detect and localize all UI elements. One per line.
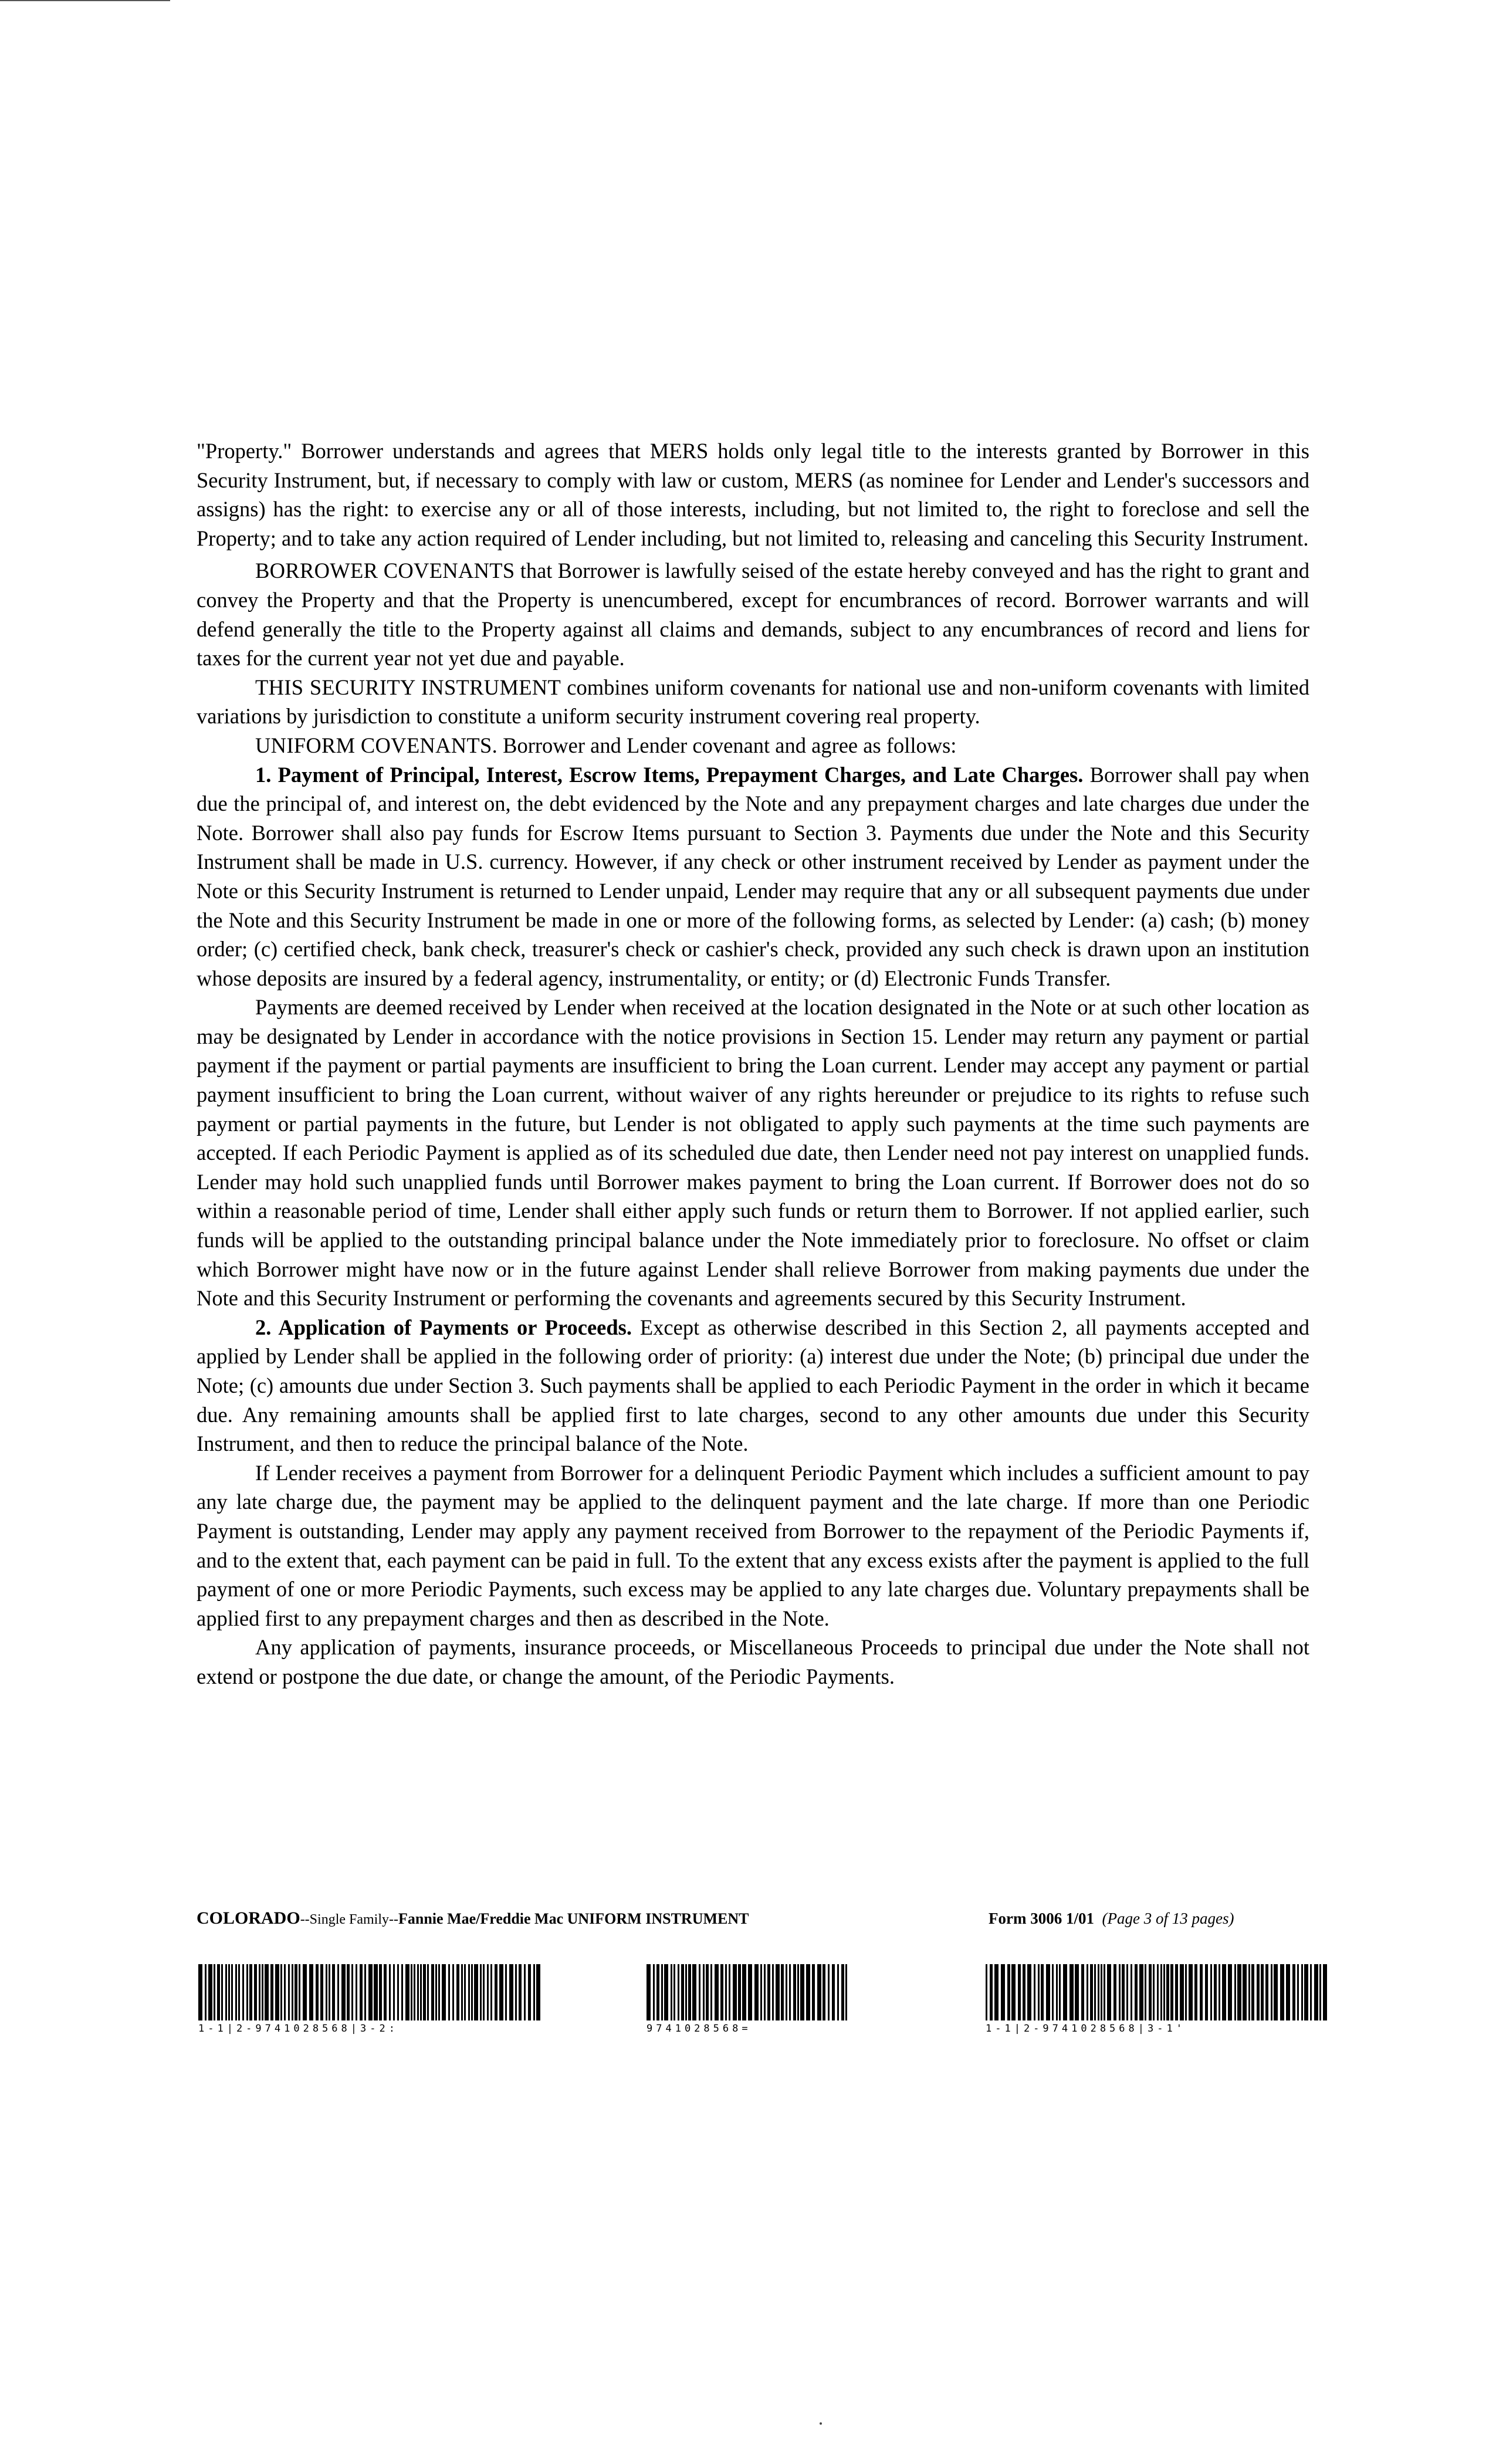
barcode-right bbox=[986, 1964, 1329, 2040]
barcode-bar bbox=[326, 1964, 327, 2020]
barcode-bar bbox=[1310, 1964, 1312, 2020]
delinquent-payment-paragraph: If Lender receives a payment from Borrower for a delinquent Periodic Payment which includes a sufficient amount to pay any late charge due, the payment may be applied to the delinquent payment and the late charge. If more than one Periodic Payment is outstanding, Lender may apply any payment received from Borrower to the repayment of the Periodic Payments if, and to the extent that, each payment can be paid in full. To the extent that any excess exists after the payment is applied to the full payment of one or more Periodic Payments, such excess may be applied to any late charges due. Voluntary prepayments shall be applied first to any prepayment charges and then as described in the Note. bbox=[197, 1460, 1309, 1630]
barcode-bar bbox=[423, 1964, 426, 2020]
barcode-bar bbox=[265, 1964, 269, 2020]
barcode-bar bbox=[490, 1964, 492, 2020]
barcode-bar bbox=[754, 1964, 759, 2020]
barcode-bar bbox=[309, 1964, 313, 2020]
section-2-paragraph bbox=[197, 1313, 1309, 1458]
barcode-bar bbox=[733, 1964, 737, 2020]
property-paragraph: "Property." Borrower understands and agrees that MERS holds only legal title to the interests granted by Borrower in this Security Instrument, but, if necessary to comply with law or custom, MERS (as nominee for Lender and Lender's successors and assigns) has the right: to exercise any or all of those interests, including, but not limited to, the right to foreclose and sell the Property; and to take any action required of Lender including, but not limited to, releasing and canceling this Security Instrument. bbox=[197, 439, 1309, 550]
barcode-bar bbox=[1011, 1964, 1016, 2020]
barcode-bar bbox=[781, 1964, 784, 2020]
barcode-bar bbox=[468, 1964, 470, 2020]
barcode-bar bbox=[1149, 1964, 1152, 2020]
barcode-bar bbox=[228, 1964, 230, 2020]
barcode-bar bbox=[452, 1964, 454, 2020]
borrower-covenants-heading: BORROWER COVENANTS bbox=[255, 559, 515, 583]
barcode-bar bbox=[292, 1964, 293, 2020]
uniform-covenants-heading: UNIFORM COVENANTS. bbox=[255, 733, 498, 757]
uniform-covenants-paragraph bbox=[197, 731, 1309, 760]
barcode-bar bbox=[427, 1964, 429, 2020]
barcode-bar bbox=[786, 1964, 787, 2020]
barcode-bar bbox=[1018, 1964, 1021, 2020]
barcode-bar bbox=[738, 1964, 741, 2020]
barcode-bar bbox=[817, 1964, 821, 2020]
footer-state: COLORADO bbox=[197, 1908, 300, 1928]
barcode-bar bbox=[1087, 1964, 1088, 2020]
barcode-bar bbox=[703, 1964, 705, 2020]
barcode-bar bbox=[368, 1964, 373, 2020]
footer-form-info bbox=[989, 1910, 1234, 1928]
barcode-bar bbox=[471, 1964, 473, 2020]
barcode-bar bbox=[1314, 1964, 1318, 2020]
barcode-bar bbox=[480, 1964, 482, 2020]
barcode-bar bbox=[519, 1964, 522, 2020]
barcode-bar bbox=[329, 1964, 330, 2020]
barcode-bar bbox=[337, 1964, 339, 2020]
any-application-paragraph: Any application of payments, insurance proceeds, or Miscellaneous Proceeds to principal due under the Note shall not extend or postpone the due date, or change the amount, of the Periodic Payments. bbox=[197, 1635, 1309, 1688]
security-instrument-heading: THIS SECURITY INSTRUMENT bbox=[255, 675, 561, 699]
barcode-bar bbox=[841, 1964, 844, 2020]
barcode-bar bbox=[483, 1964, 485, 2020]
barcode-bar bbox=[1214, 1964, 1217, 2020]
barcode-bar bbox=[661, 1964, 663, 2020]
barcode-bar bbox=[242, 1964, 244, 2020]
barcode-bar bbox=[1056, 1964, 1058, 2020]
barcode-bar bbox=[760, 1964, 762, 2020]
barcode-bar bbox=[1131, 1964, 1132, 2020]
barcode-bar bbox=[671, 1964, 672, 2020]
barcode-bar bbox=[1297, 1964, 1299, 2020]
barcode-bar bbox=[1090, 1964, 1093, 2020]
footer-single-family: Single Family bbox=[309, 1912, 390, 1927]
barcode-bar bbox=[1234, 1964, 1236, 2020]
barcode-center-bars bbox=[647, 1964, 849, 2020]
section-1-heading: 1. Payment of Principal, Interest, Escrow Items, Prepayment Charges, and Late Charges. bbox=[255, 762, 1084, 787]
barcode-right-code: 1-1|2-9741028568|3-1' bbox=[986, 2023, 1186, 2035]
barcode-bar bbox=[990, 1964, 993, 2020]
barcode-bar bbox=[405, 1964, 409, 2020]
barcode-bar bbox=[221, 1964, 223, 2020]
barcode-bar bbox=[254, 1964, 257, 2020]
barcode-bar bbox=[295, 1964, 297, 2020]
barcode-bar bbox=[238, 1964, 240, 2020]
barcode-bar bbox=[1185, 1964, 1187, 2020]
barcode-bar bbox=[259, 1964, 260, 2020]
document-body bbox=[197, 436, 1309, 1691]
barcode-bar bbox=[214, 1964, 215, 2020]
barcode-bar bbox=[225, 1964, 227, 2020]
barcode-bar bbox=[347, 1964, 350, 2020]
barcode-bar bbox=[845, 1964, 847, 2020]
barcode-right-bars bbox=[986, 1964, 1329, 2020]
barcode-bar bbox=[1122, 1964, 1125, 2020]
barcode-bar bbox=[435, 1964, 437, 2020]
barcode-bar bbox=[729, 1964, 730, 2020]
uniform-covenants-text: Borrower and Lender covenant and agree as follows: bbox=[497, 733, 957, 757]
barcode-bar bbox=[1280, 1964, 1284, 2020]
barcode-bar bbox=[1063, 1964, 1067, 2020]
barcode-bar bbox=[1243, 1964, 1247, 2020]
barcode-bar bbox=[1052, 1964, 1054, 2020]
barcode-bar bbox=[653, 1964, 655, 2020]
payments-received-paragraph: Payments are deemed received by Lender when received at the location designated in the Note or at such other location as may be designated by Lender in accordance with the notice provisions in Section 15. Lender may return any payment or partial payment if the payment or partial payments are insufficient to bring the Loan current. Lender may accept any payment or partial payment insufficient to bring the Loan current, without waiver of any rights hereunder or prejudice to its rights to refuse such payment or partial payments in the future, but Lender is not obligated to apply such payments at the time such payments are accepted. If each Periodic Payment is applied as of its scheduled due date, then Lender need not pay interest on unapplied funds. Lender may hold such unapplied funds until Borrower makes payment to bring the Loan current. If Borrower does not do so within a reasonable period of time, Lender shall either apply such funds or return them to Borrower. If not applied earlier, such funds will be applied to the outstanding principal balance under the Note immediately prior to foreclosure. No offset or claim which Borrower might have now or in the future against Lender shall relieve Borrower from making payments due under the Note and this Security Instrument or performing the covenants and agreements secured by this Security Instrument. bbox=[197, 995, 1309, 1311]
barcode-bar bbox=[1175, 1964, 1178, 2020]
barcode-bar bbox=[806, 1964, 810, 2020]
barcode-bar bbox=[1274, 1964, 1278, 2020]
barcode-bar bbox=[1237, 1964, 1241, 2020]
barcode-bar bbox=[1034, 1964, 1035, 2020]
security-instrument-paragraph bbox=[197, 673, 1309, 731]
barcode-bar bbox=[994, 1964, 999, 2020]
barcode-bar bbox=[270, 1964, 273, 2020]
barcode-bar bbox=[303, 1964, 307, 2020]
barcode-bar bbox=[664, 1964, 668, 2020]
barcode-bar bbox=[448, 1964, 450, 2020]
barcode-bar bbox=[505, 1964, 507, 2020]
barcode-bar bbox=[417, 1964, 419, 2020]
barcode-bar bbox=[1222, 1964, 1226, 2020]
barcode-bar bbox=[351, 1964, 353, 2020]
barcode-bar bbox=[715, 1964, 719, 2020]
barcode-bar bbox=[341, 1964, 346, 2020]
scan-edge-line bbox=[0, 0, 170, 1]
barcode-bar bbox=[1081, 1964, 1084, 2020]
barcode-bar bbox=[411, 1964, 412, 2020]
barcode-bar bbox=[828, 1964, 830, 2020]
barcode-bar bbox=[720, 1964, 723, 2020]
barcode-bar bbox=[1038, 1964, 1040, 2020]
barcode-bar bbox=[1304, 1964, 1308, 2020]
barcode-bar bbox=[515, 1964, 517, 2020]
barcode-bar bbox=[688, 1964, 691, 2020]
barcode-bar bbox=[1180, 1964, 1184, 2020]
footer-form-number: Form 3006 1/01 bbox=[989, 1910, 1094, 1927]
barcode-bar bbox=[1069, 1964, 1074, 2020]
barcode-bar bbox=[764, 1964, 766, 2020]
barcode-bar bbox=[461, 1964, 463, 2020]
barcode-bar bbox=[1170, 1964, 1173, 2020]
section-1-text: Borrower shall pay when due the principal of, and interest on, the debt evidenced by the Note and any prepayment charges and late charges due under the Note. Borrower shall also pay funds for Escrow Items pursuant to Section 3. Payments due under the Note and this Security Instrument shall be made in U.S. currency. However, if any check or other instrument received by Lender as payment under the Note or this Security Instrument is returned to Lender unpaid, Lender may require that any or all subsequent payments due under the Note and this Security Instrument be made in one or more of the following forms, as selected by Lender: (a) cash; (b) money order; (c) certified check, bank check, treasurer's check or cashier's check, provided any such check is drawn upon an institution whose deposits are insured by a federal agency, instrumentality, or entity; or (d) Electronic Funds Transfer. bbox=[197, 762, 1309, 990]
barcode-bar bbox=[384, 1964, 387, 2020]
barcode-bar bbox=[208, 1964, 212, 2020]
barcode-bar bbox=[420, 1964, 422, 2020]
barcode-bar bbox=[1113, 1964, 1116, 2020]
barcode-bar bbox=[464, 1964, 466, 2020]
barcode-bar bbox=[1023, 1964, 1025, 2020]
barcode-bar bbox=[1228, 1964, 1232, 2020]
barcode-bar bbox=[374, 1964, 378, 2020]
barcode-left bbox=[198, 1964, 542, 2040]
borrower-covenants-text: that Borrower is lawfully seised of the estate hereby conveyed and has the right to grant and convey the Property and that the Property is unencumbered, except for encumbrances of record. Borrower warrants and will defend generally the title to the Property against all claims and demands, subject to any encumbrances of record and liens for taxes for the current year not yet due and payable. bbox=[197, 559, 1309, 671]
barcode-bar bbox=[414, 1964, 415, 2020]
barcode-bar bbox=[401, 1964, 403, 2020]
barcode-bar bbox=[431, 1964, 434, 2020]
barcode-bar bbox=[1301, 1964, 1303, 2020]
barcode-bar bbox=[397, 1964, 399, 2020]
barcode-bar bbox=[767, 1964, 770, 2020]
barcode-bar bbox=[678, 1964, 679, 2020]
footer-page-info: (Page 3 of 13 pages) bbox=[1102, 1910, 1234, 1927]
barcode-bar bbox=[986, 1964, 987, 2020]
barcode-bar bbox=[379, 1964, 382, 2020]
barcode-bar bbox=[198, 1964, 202, 2020]
barcode-bar bbox=[332, 1964, 335, 2020]
barcode-bar bbox=[1160, 1964, 1162, 2020]
barcode-bar bbox=[692, 1964, 696, 2020]
barcode-bar bbox=[1189, 1964, 1193, 2020]
barcode-bar bbox=[832, 1964, 835, 2020]
barcode-bar bbox=[1001, 1964, 1005, 2020]
section-2-text: Except as otherwise described in this Section 2, all payments accepted and applied by Lender shall be applied in the following order of priority: (a) interest due under the Note; (b) principal due under the Note; (c) amounts due under Section 3. Such payments shall be applied to each Periodic Payment in the order in which it became due. Any remaining amounts shall be applied first to late charges, second to any other amounts due under this Security Instrument, and then to reduce the principal balance of the Note. bbox=[197, 1315, 1309, 1456]
barcode-bar bbox=[1210, 1964, 1212, 2020]
barcode-bar bbox=[1248, 1964, 1250, 2020]
section-2-heading: 2. Application of Payments or Proceeds. bbox=[255, 1315, 632, 1339]
barcode-bar bbox=[235, 1964, 237, 2020]
barcode-bar bbox=[1194, 1964, 1197, 2020]
barcode-bar bbox=[524, 1964, 526, 2020]
barcode-bar bbox=[1286, 1964, 1290, 2020]
barcode-bar bbox=[393, 1964, 395, 2020]
barcode-center-code: 9741028568= bbox=[647, 2023, 752, 2035]
barcode-bar bbox=[249, 1964, 252, 2020]
barcode-bar bbox=[725, 1964, 727, 2020]
barcode-bar bbox=[438, 1964, 440, 2020]
barcode-bar bbox=[536, 1964, 540, 2020]
barcode-bar bbox=[742, 1964, 746, 2020]
barcode-bar bbox=[1292, 1964, 1295, 2020]
barcode-bar bbox=[1007, 1964, 1010, 2020]
barcode-bar bbox=[288, 1964, 290, 2020]
barcode-bar bbox=[456, 1964, 459, 2020]
barcode-bar bbox=[812, 1964, 815, 2020]
barcode-bar bbox=[499, 1964, 503, 2020]
barcode-bar bbox=[299, 1964, 300, 2020]
footer-sep-1: -- bbox=[300, 1912, 310, 1927]
barcode-bar bbox=[360, 1964, 363, 2020]
section-1-paragraph bbox=[197, 760, 1309, 993]
barcode-bar bbox=[789, 1964, 791, 2020]
barcode-bar bbox=[217, 1964, 220, 2020]
barcode-bar bbox=[1319, 1964, 1321, 2020]
barcode-bar bbox=[1265, 1964, 1268, 2020]
barcode-bar bbox=[772, 1964, 774, 2020]
barcode-bar bbox=[1139, 1964, 1143, 2020]
barcode-bar bbox=[681, 1964, 684, 2020]
barcode-bar bbox=[1323, 1964, 1327, 2020]
barcode-bar bbox=[647, 1964, 651, 2020]
barcode-bar bbox=[793, 1964, 796, 2020]
barcode-bar bbox=[320, 1964, 323, 2020]
barcode-bar bbox=[262, 1964, 263, 2020]
barcode-bar bbox=[1059, 1964, 1061, 2020]
barcode-bar bbox=[509, 1964, 513, 2020]
barcode-bar bbox=[389, 1964, 391, 2020]
barcode-bar bbox=[1075, 1964, 1079, 2020]
barcode-bar bbox=[1119, 1964, 1121, 2020]
barcode-bar bbox=[280, 1964, 282, 2020]
barcode-bar bbox=[1257, 1964, 1260, 2020]
barcode-bar bbox=[356, 1964, 357, 2020]
barcode-bar bbox=[1027, 1964, 1031, 2020]
barcode-bar bbox=[800, 1964, 804, 2020]
barcode-bar bbox=[748, 1964, 752, 2020]
barcode-bar bbox=[275, 1964, 279, 2020]
barcode-center bbox=[647, 1964, 849, 2040]
barcode-bar bbox=[487, 1964, 489, 2020]
barcode-bar bbox=[699, 1964, 700, 2020]
barcode-bar bbox=[205, 1964, 207, 2020]
barcode-bar bbox=[1104, 1964, 1105, 2020]
barcode-bar bbox=[710, 1964, 712, 2020]
barcode-bar bbox=[1145, 1964, 1146, 2020]
barcode-bar bbox=[1126, 1964, 1128, 2020]
barcode-bar bbox=[1219, 1964, 1220, 2020]
barcode-bar bbox=[1135, 1964, 1138, 2020]
barcode-bar bbox=[673, 1964, 675, 2020]
barcode-bar bbox=[837, 1964, 839, 2020]
barcode-bar bbox=[1041, 1964, 1044, 2020]
footer-instrument-title bbox=[197, 1908, 749, 1928]
barcode-bar bbox=[474, 1964, 478, 2020]
barcode-bar bbox=[495, 1964, 497, 2020]
barcode-bar bbox=[1094, 1964, 1096, 2020]
barcode-bar bbox=[1046, 1964, 1050, 2020]
barcode-bar bbox=[823, 1964, 825, 2020]
footer-sep-2: -- bbox=[389, 1912, 398, 1927]
barcode-bar bbox=[1166, 1964, 1169, 2020]
barcode-bar bbox=[1101, 1964, 1102, 2020]
barcode-bar bbox=[533, 1964, 535, 2020]
barcode-bar bbox=[442, 1964, 446, 2020]
barcode-bar bbox=[528, 1964, 531, 2020]
barcode-bar bbox=[706, 1964, 709, 2020]
barcode-bar bbox=[1163, 1964, 1165, 2020]
barcode-bar bbox=[1205, 1964, 1208, 2020]
barcode-bar bbox=[1200, 1964, 1203, 2020]
barcode-left-code: 1-1|2-9741028568|3-2: bbox=[198, 2023, 398, 2035]
barcode-bar bbox=[1153, 1964, 1155, 2020]
barcode-bar bbox=[776, 1964, 780, 2020]
barcode-bar bbox=[1107, 1964, 1111, 2020]
barcode-bar bbox=[246, 1964, 248, 2020]
barcode-bar bbox=[656, 1964, 659, 2020]
barcode-bar bbox=[316, 1964, 319, 2020]
barcode-left-bars bbox=[198, 1964, 542, 2020]
footer-uniform-instrument: UNIFORM INSTRUMENT bbox=[563, 1910, 749, 1927]
borrower-covenants-paragraph bbox=[197, 556, 1309, 672]
barcode-bar bbox=[1098, 1964, 1099, 2020]
barcode-bar bbox=[685, 1964, 687, 2020]
barcode-bar bbox=[1261, 1964, 1264, 2020]
barcode-bar bbox=[1251, 1964, 1254, 2020]
barcode-bar bbox=[364, 1964, 366, 2020]
barcode-bar bbox=[284, 1964, 286, 2020]
barcode-bar bbox=[231, 1964, 233, 2020]
security-instrument-text: combines uniform covenants for national use and non-uniform covenants with limited variations by jurisdiction to constitute a uniform security instrument covering real property. bbox=[197, 675, 1309, 729]
barcode-bar bbox=[797, 1964, 799, 2020]
scan-speck bbox=[820, 2422, 822, 2425]
barcode-bar bbox=[1271, 1964, 1272, 2020]
barcode-bar bbox=[1157, 1964, 1159, 2020]
footer-fannie-freddie: Fannie Mae/Freddie Mac bbox=[398, 1910, 564, 1927]
